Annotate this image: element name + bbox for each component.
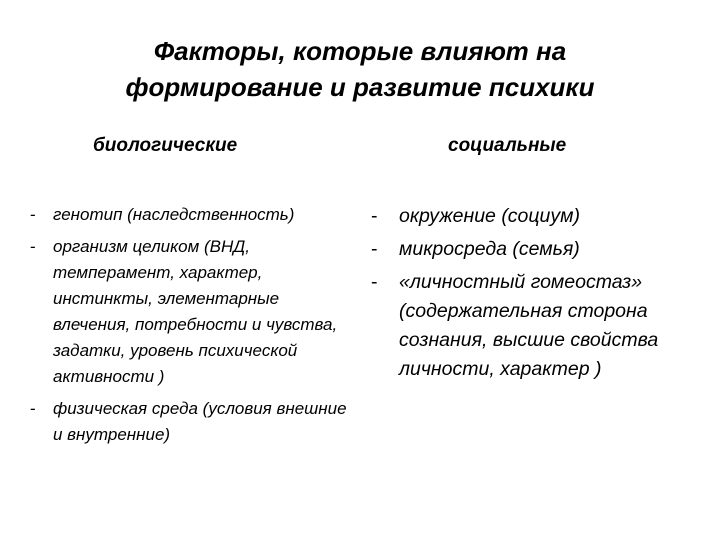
list-item (371, 235, 691, 264)
list-item-text: организм целиком (ВНД, темперамент, характер, инстинкты, элементарные влечения, потребности и чувства, задатки, уровень психической активности ) (53, 237, 338, 386)
social-factors-list (371, 202, 691, 388)
list-item (371, 268, 691, 384)
bullet-dash: - (30, 237, 36, 256)
title-line-1: Факторы, которые влияют на (153, 36, 567, 66)
slide-title (40, 33, 680, 105)
biological-factors-list (30, 202, 360, 454)
social-heading: социальные (448, 135, 567, 156)
bullet-dash: - (371, 238, 378, 260)
list-item (30, 202, 360, 228)
bullet-dash: - (30, 205, 36, 224)
list-item (30, 396, 360, 448)
biological-heading: биологические (93, 135, 238, 156)
bullet-dash: - (30, 399, 36, 418)
list-item-text: генотип (наследственность) (53, 205, 295, 224)
bullet-dash: - (371, 271, 378, 293)
list-item-text: «личностный гомеостаз» (содержательная сторона сознания, высшие свойства личности, характер ) (399, 271, 659, 380)
list-item (371, 202, 691, 231)
list-item-text: физическая среда (условия внешние и внутренние) (53, 399, 347, 444)
bullet-dash: - (371, 205, 378, 227)
title-line-2: формирование и развитие психики (125, 72, 595, 102)
list-item (30, 234, 360, 390)
list-item-text: окружение (социум) (399, 205, 581, 227)
list-item-text: микросреда (семья) (399, 238, 580, 260)
